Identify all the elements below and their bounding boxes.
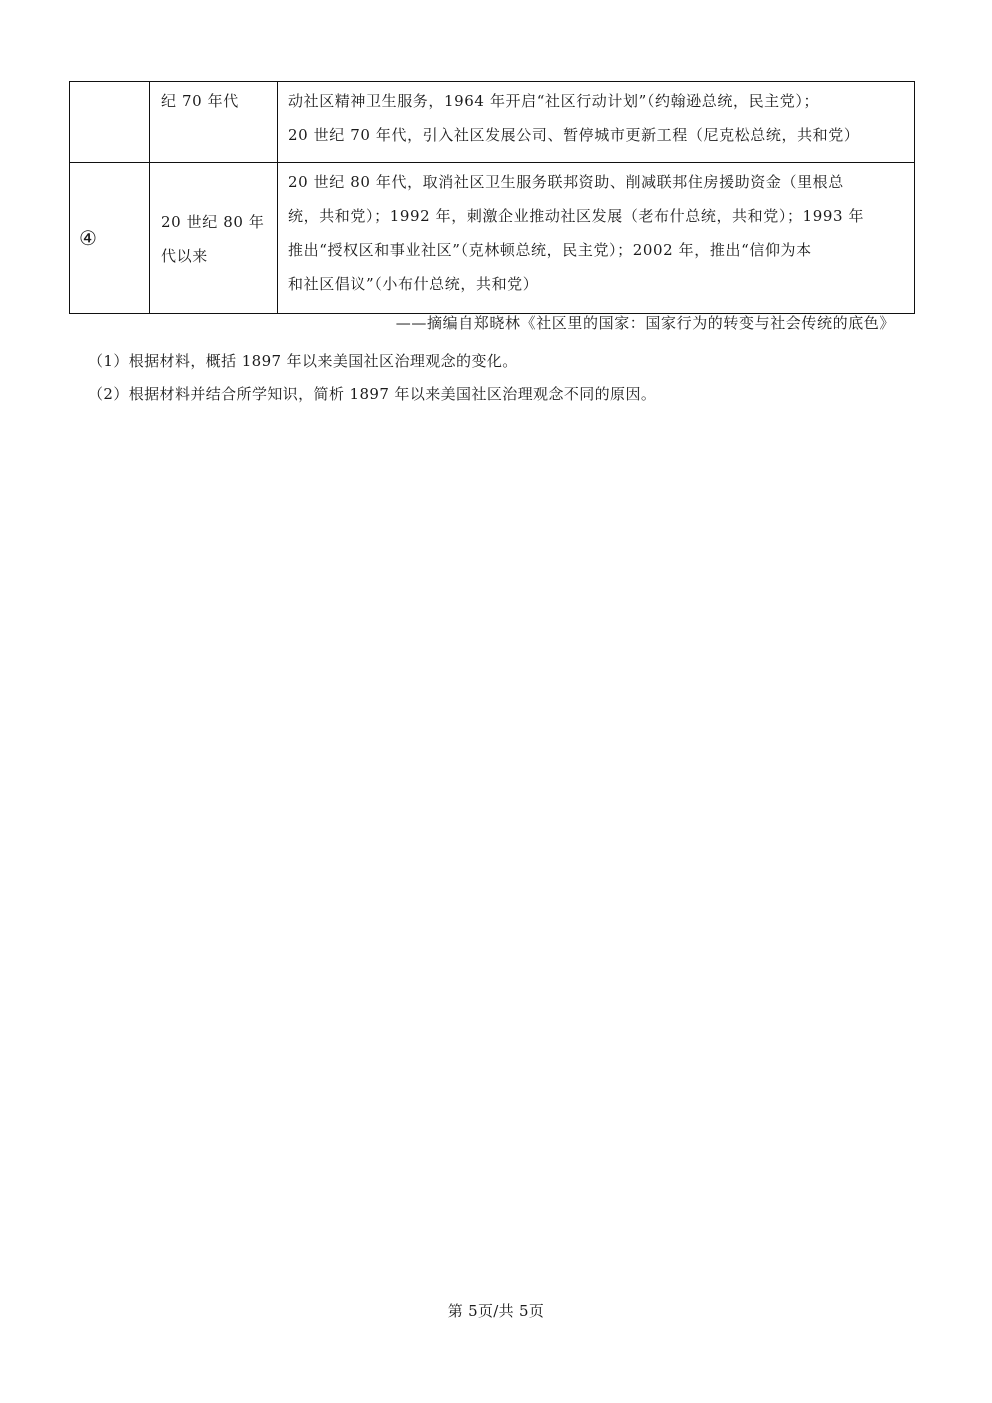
content-cell — [278, 163, 915, 314]
page-footer: 第 5页/共 5页 — [447, 1302, 545, 1320]
question-2: （2）根据材料并结合所学知识，简析 1897 年以来美国社区治理观念不同的原因。 — [88, 385, 657, 403]
content-line: 推出“授权区和事业社区”（克林顿总统，民主党）；2002 年，推出“信仰为本 — [288, 241, 812, 259]
era-text: 纪 70 年代 — [161, 92, 239, 110]
table-row — [70, 82, 915, 163]
era-cell — [150, 82, 278, 163]
history-table — [69, 81, 915, 314]
era-cell — [150, 163, 278, 314]
source-citation: ——摘编自郑晓林《社区里的国家：国家行为的转变与社会传统的底色》 — [395, 314, 895, 332]
row-number-cell — [70, 82, 150, 163]
content-line: 20 世纪 80 年代，取消社区卫生服务联邦资助、削减联邦住房援助资金（里根总 — [288, 173, 844, 191]
question-1: （1）根据材料，概括 1897 年以来美国社区治理观念的变化。 — [88, 352, 518, 370]
content-cell — [278, 82, 915, 163]
content-line: 统，共和党）；1992 年，刺激企业推动社区发展（老布什总统，共和党）；1993 年 — [288, 207, 865, 225]
row-number-cell: ④ — [70, 163, 150, 314]
content-line: 20 世纪 70 年代，引入社区发展公司、暂停城市更新工程（尼克松总统，共和党） — [288, 126, 860, 144]
table-row — [70, 163, 915, 314]
era-text: 20 世纪 80 年 — [161, 213, 265, 231]
content-line: 动社区精神卫生服务，1964 年开启“社区行动计划”（约翰逊总统，民主党）； — [288, 92, 820, 110]
content-line: 和社区倡议”（小布什总统，共和党） — [288, 275, 539, 293]
era-text: 代以来 — [161, 247, 208, 265]
